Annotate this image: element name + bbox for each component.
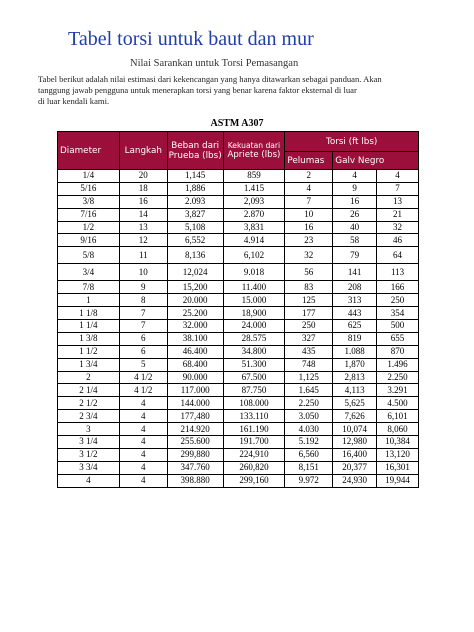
cell-langkah: 4 [119, 410, 167, 423]
cell-kekuatan: 67.500 [223, 371, 285, 384]
cell-langkah: 4 [119, 436, 167, 449]
cell-diameter: 1 3/4 [58, 358, 120, 371]
cell-kekuatan: 108.000 [223, 397, 285, 410]
cell-kekuatan: 3,831 [223, 221, 285, 234]
cell-galv: 1,870 [333, 358, 377, 371]
table-row [58, 384, 419, 397]
cell-kekuatan: 6,102 [223, 247, 285, 264]
table-row [58, 423, 419, 436]
cell-pelumas: 5.192 [285, 436, 333, 449]
cell-diameter: 1/4 [58, 170, 120, 183]
cell-beban: 1,145 [167, 170, 223, 183]
cell-pelumas: 56 [285, 264, 333, 281]
cell-langkah: 13 [119, 221, 167, 234]
cell-kekuatan: 299,160 [223, 474, 285, 487]
cell-kekuatan: 133.110 [223, 410, 285, 423]
cell-negro: 46 [377, 234, 419, 247]
cell-langkah: 16 [119, 195, 167, 208]
cell-pelumas: 177 [285, 307, 333, 320]
cell-beban: 144.000 [167, 397, 223, 410]
cell-pelumas: 16 [285, 221, 333, 234]
cell-diameter: 3/8 [58, 195, 120, 208]
header-beban-line2: Prueba (lbs) [168, 150, 222, 161]
cell-kekuatan: 4.914 [223, 234, 285, 247]
table-row [58, 234, 419, 247]
cell-galv: 16 [333, 195, 377, 208]
header-galv-negro: Galv Negro [333, 152, 419, 170]
cell-kekuatan: 1.415 [223, 182, 285, 195]
cell-galv: 313 [333, 294, 377, 307]
cell-negro: 32 [377, 221, 419, 234]
cell-pelumas: 10 [285, 208, 333, 221]
cell-kekuatan: 260,820 [223, 461, 285, 474]
cell-kekuatan: 11.400 [223, 281, 285, 294]
cell-langkah: 4 [119, 448, 167, 461]
cell-beban: 15,200 [167, 281, 223, 294]
cell-diameter: 2 1/2 [58, 397, 120, 410]
cell-negro: 500 [377, 320, 419, 333]
cell-kekuatan: 2,093 [223, 195, 285, 208]
cell-pelumas: 23 [285, 234, 333, 247]
cell-galv: 10,074 [333, 423, 377, 436]
cell-negro: 870 [377, 345, 419, 358]
cell-langkah: 7 [119, 307, 167, 320]
table-row [58, 397, 419, 410]
cell-negro: 6,101 [377, 410, 419, 423]
cell-diameter: 3 [58, 423, 120, 436]
cell-beban: 255.600 [167, 436, 223, 449]
cell-pelumas: 748 [285, 358, 333, 371]
cell-negro: 4.500 [377, 397, 419, 410]
table-row [58, 474, 419, 487]
description-line: Tabel berikut adalah nilai estimasi dari kekencangan yang hanya ditawarkan sebagai panduan. Akan [38, 74, 382, 84]
cell-galv: 443 [333, 307, 377, 320]
cell-langkah: 14 [119, 208, 167, 221]
cell-galv: 20,377 [333, 461, 377, 474]
description [38, 74, 438, 107]
table-row [58, 264, 419, 281]
cell-pelumas: 3.050 [285, 410, 333, 423]
table-row [58, 221, 419, 234]
cell-pelumas: 6,560 [285, 448, 333, 461]
cell-kekuatan: 15.000 [223, 294, 285, 307]
cell-kekuatan: 51.300 [223, 358, 285, 371]
cell-langkah: 4 1/2 [119, 371, 167, 384]
cell-negro: 166 [377, 281, 419, 294]
cell-negro: 64 [377, 247, 419, 264]
cell-galv: 79 [333, 247, 377, 264]
cell-langkah: 6 [119, 332, 167, 345]
cell-galv: 16,400 [333, 448, 377, 461]
cell-pelumas: 2 [285, 170, 333, 183]
cell-diameter: 5/8 [58, 247, 120, 264]
table-row [58, 208, 419, 221]
cell-galv: 9 [333, 182, 377, 195]
cell-beban: 347.760 [167, 461, 223, 474]
cell-diameter: 5/16 [58, 182, 120, 195]
cell-beban: 8,136 [167, 247, 223, 264]
table-row [58, 281, 419, 294]
cell-langkah: 5 [119, 358, 167, 371]
cell-langkah: 8 [119, 294, 167, 307]
cell-beban: 214.920 [167, 423, 223, 436]
cell-diameter: 7/8 [58, 281, 120, 294]
cell-galv: 5,625 [333, 397, 377, 410]
cell-negro: 8,060 [377, 423, 419, 436]
cell-beban: 68.400 [167, 358, 223, 371]
cell-langkah: 4 [119, 474, 167, 487]
cell-negro: 2.250 [377, 371, 419, 384]
cell-diameter: 1 3/8 [58, 332, 120, 345]
cell-galv: 12,980 [333, 436, 377, 449]
table-row [58, 410, 419, 423]
cell-diameter: 1 1/4 [58, 320, 120, 333]
cell-diameter: 3 3/4 [58, 461, 120, 474]
cell-diameter: 3/4 [58, 264, 120, 281]
cell-negro: 13 [377, 195, 419, 208]
cell-beban: 5,108 [167, 221, 223, 234]
header-diameter: Diameter [58, 132, 120, 170]
table-row [58, 461, 419, 474]
header-kekuatan [223, 132, 285, 170]
cell-beban: 90.000 [167, 371, 223, 384]
table-title: ASTM A307 [210, 118, 264, 129]
table-row [58, 247, 419, 264]
cell-galv: 24,930 [333, 474, 377, 487]
cell-beban: 3,827 [167, 208, 223, 221]
table-body [58, 170, 419, 488]
cell-galv: 4,113 [333, 384, 377, 397]
cell-negro: 250 [377, 294, 419, 307]
cell-kekuatan: 34.800 [223, 345, 285, 358]
description-line: di luar kendali kami. [38, 96, 110, 106]
cell-pelumas: 1.645 [285, 384, 333, 397]
cell-diameter: 1 [58, 294, 120, 307]
cell-langkah: 12 [119, 234, 167, 247]
cell-negro: 13,120 [377, 448, 419, 461]
cell-pelumas: 125 [285, 294, 333, 307]
table-row [58, 195, 419, 208]
cell-langkah: 18 [119, 182, 167, 195]
cell-galv: 4 [333, 170, 377, 183]
cell-pelumas: 83 [285, 281, 333, 294]
cell-beban: 6,552 [167, 234, 223, 247]
cell-galv: 625 [333, 320, 377, 333]
table-row [58, 307, 419, 320]
cell-galv: 58 [333, 234, 377, 247]
cell-kekuatan: 2.870 [223, 208, 285, 221]
cell-negro: 113 [377, 264, 419, 281]
cell-galv: 26 [333, 208, 377, 221]
table-row [58, 320, 419, 333]
cell-negro: 4 [377, 170, 419, 183]
cell-kekuatan: 28.575 [223, 332, 285, 345]
table-row [58, 345, 419, 358]
header-langkah: Langkah [119, 132, 167, 170]
cell-kekuatan: 859 [223, 170, 285, 183]
cell-negro: 16,301 [377, 461, 419, 474]
cell-beban: 32.000 [167, 320, 223, 333]
cell-pelumas: 7 [285, 195, 333, 208]
cell-beban: 177,480 [167, 410, 223, 423]
cell-galv: 2,813 [333, 371, 377, 384]
cell-beban: 20.000 [167, 294, 223, 307]
header-torsi: Torsi (ft lbs) [285, 132, 419, 152]
cell-beban: 2.093 [167, 195, 223, 208]
cell-diameter: 3 1/4 [58, 436, 120, 449]
cell-negro: 21 [377, 208, 419, 221]
table-row [58, 332, 419, 345]
header-kekuatan-line2: Apriete (lbs) [227, 150, 281, 160]
cell-negro: 655 [377, 332, 419, 345]
cell-langkah: 6 [119, 345, 167, 358]
header-pelumas: Pelumas [285, 152, 333, 170]
cell-pelumas: 250 [285, 320, 333, 333]
cell-diameter: 9/16 [58, 234, 120, 247]
cell-beban: 46.400 [167, 345, 223, 358]
cell-diameter: 1 1/8 [58, 307, 120, 320]
cell-negro: 19,944 [377, 474, 419, 487]
cell-diameter: 1/2 [58, 221, 120, 234]
cell-pelumas: 2.250 [285, 397, 333, 410]
cell-langkah: 7 [119, 320, 167, 333]
cell-kekuatan: 9.018 [223, 264, 285, 281]
cell-langkah: 11 [119, 247, 167, 264]
cell-kekuatan: 191.700 [223, 436, 285, 449]
table-row [58, 170, 419, 183]
cell-pelumas: 4.030 [285, 423, 333, 436]
header-beban [167, 132, 223, 170]
cell-beban: 1,886 [167, 182, 223, 195]
cell-langkah: 4 [119, 397, 167, 410]
table-row [58, 436, 419, 449]
cell-diameter: 1 1/2 [58, 345, 120, 358]
cell-pelumas: 1,125 [285, 371, 333, 384]
cell-langkah: 4 1/2 [119, 384, 167, 397]
cell-langkah: 4 [119, 461, 167, 474]
torque-table [57, 131, 419, 488]
header-beban-line1: Beban dari [171, 140, 220, 151]
cell-beban: 398.880 [167, 474, 223, 487]
cell-diameter: 2 3/4 [58, 410, 120, 423]
cell-beban: 12,024 [167, 264, 223, 281]
cell-pelumas: 9.972 [285, 474, 333, 487]
cell-galv: 40 [333, 221, 377, 234]
cell-pelumas: 435 [285, 345, 333, 358]
cell-diameter: 2 1/4 [58, 384, 120, 397]
cell-negro: 7 [377, 182, 419, 195]
table-row [58, 448, 419, 461]
cell-negro: 354 [377, 307, 419, 320]
cell-galv: 208 [333, 281, 377, 294]
table-row [58, 182, 419, 195]
page-title: Tabel torsi untuk baut dan mur [68, 28, 314, 50]
cell-langkah: 9 [119, 281, 167, 294]
cell-galv: 819 [333, 332, 377, 345]
cell-pelumas: 4 [285, 182, 333, 195]
description-line: tanggung jawab pengguna untuk menerapkan torsi yang benar karena faktor eksternal di luar [38, 85, 357, 95]
cell-beban: 25.200 [167, 307, 223, 320]
cell-diameter: 3 1/2 [58, 448, 120, 461]
page-subtitle: Nilai Sarankan untuk Torsi Pemasangan [130, 58, 299, 69]
cell-diameter: 2 [58, 371, 120, 384]
cell-beban: 299,880 [167, 448, 223, 461]
cell-pelumas: 32 [285, 247, 333, 264]
cell-kekuatan: 87.750 [223, 384, 285, 397]
cell-langkah: 4 [119, 423, 167, 436]
cell-langkah: 20 [119, 170, 167, 183]
table-row [58, 294, 419, 307]
cell-pelumas: 327 [285, 332, 333, 345]
header-kekuatan-line1: Kekuatan dari [227, 141, 281, 150]
cell-negro: 1.496 [377, 358, 419, 371]
cell-negro: 3.291 [377, 384, 419, 397]
cell-diameter: 7/16 [58, 208, 120, 221]
cell-negro: 10,384 [377, 436, 419, 449]
cell-beban: 38.100 [167, 332, 223, 345]
cell-galv: 141 [333, 264, 377, 281]
table-row [58, 371, 419, 384]
table-row [58, 358, 419, 371]
cell-galv: 1.088 [333, 345, 377, 358]
cell-kekuatan: 224,910 [223, 448, 285, 461]
cell-langkah: 10 [119, 264, 167, 281]
cell-galv: 7,626 [333, 410, 377, 423]
cell-pelumas: 8,151 [285, 461, 333, 474]
cell-kekuatan: 18,900 [223, 307, 285, 320]
cell-kekuatan: 161.190 [223, 423, 285, 436]
cell-kekuatan: 24.000 [223, 320, 285, 333]
cell-diameter: 4 [58, 474, 120, 487]
cell-beban: 117.000 [167, 384, 223, 397]
